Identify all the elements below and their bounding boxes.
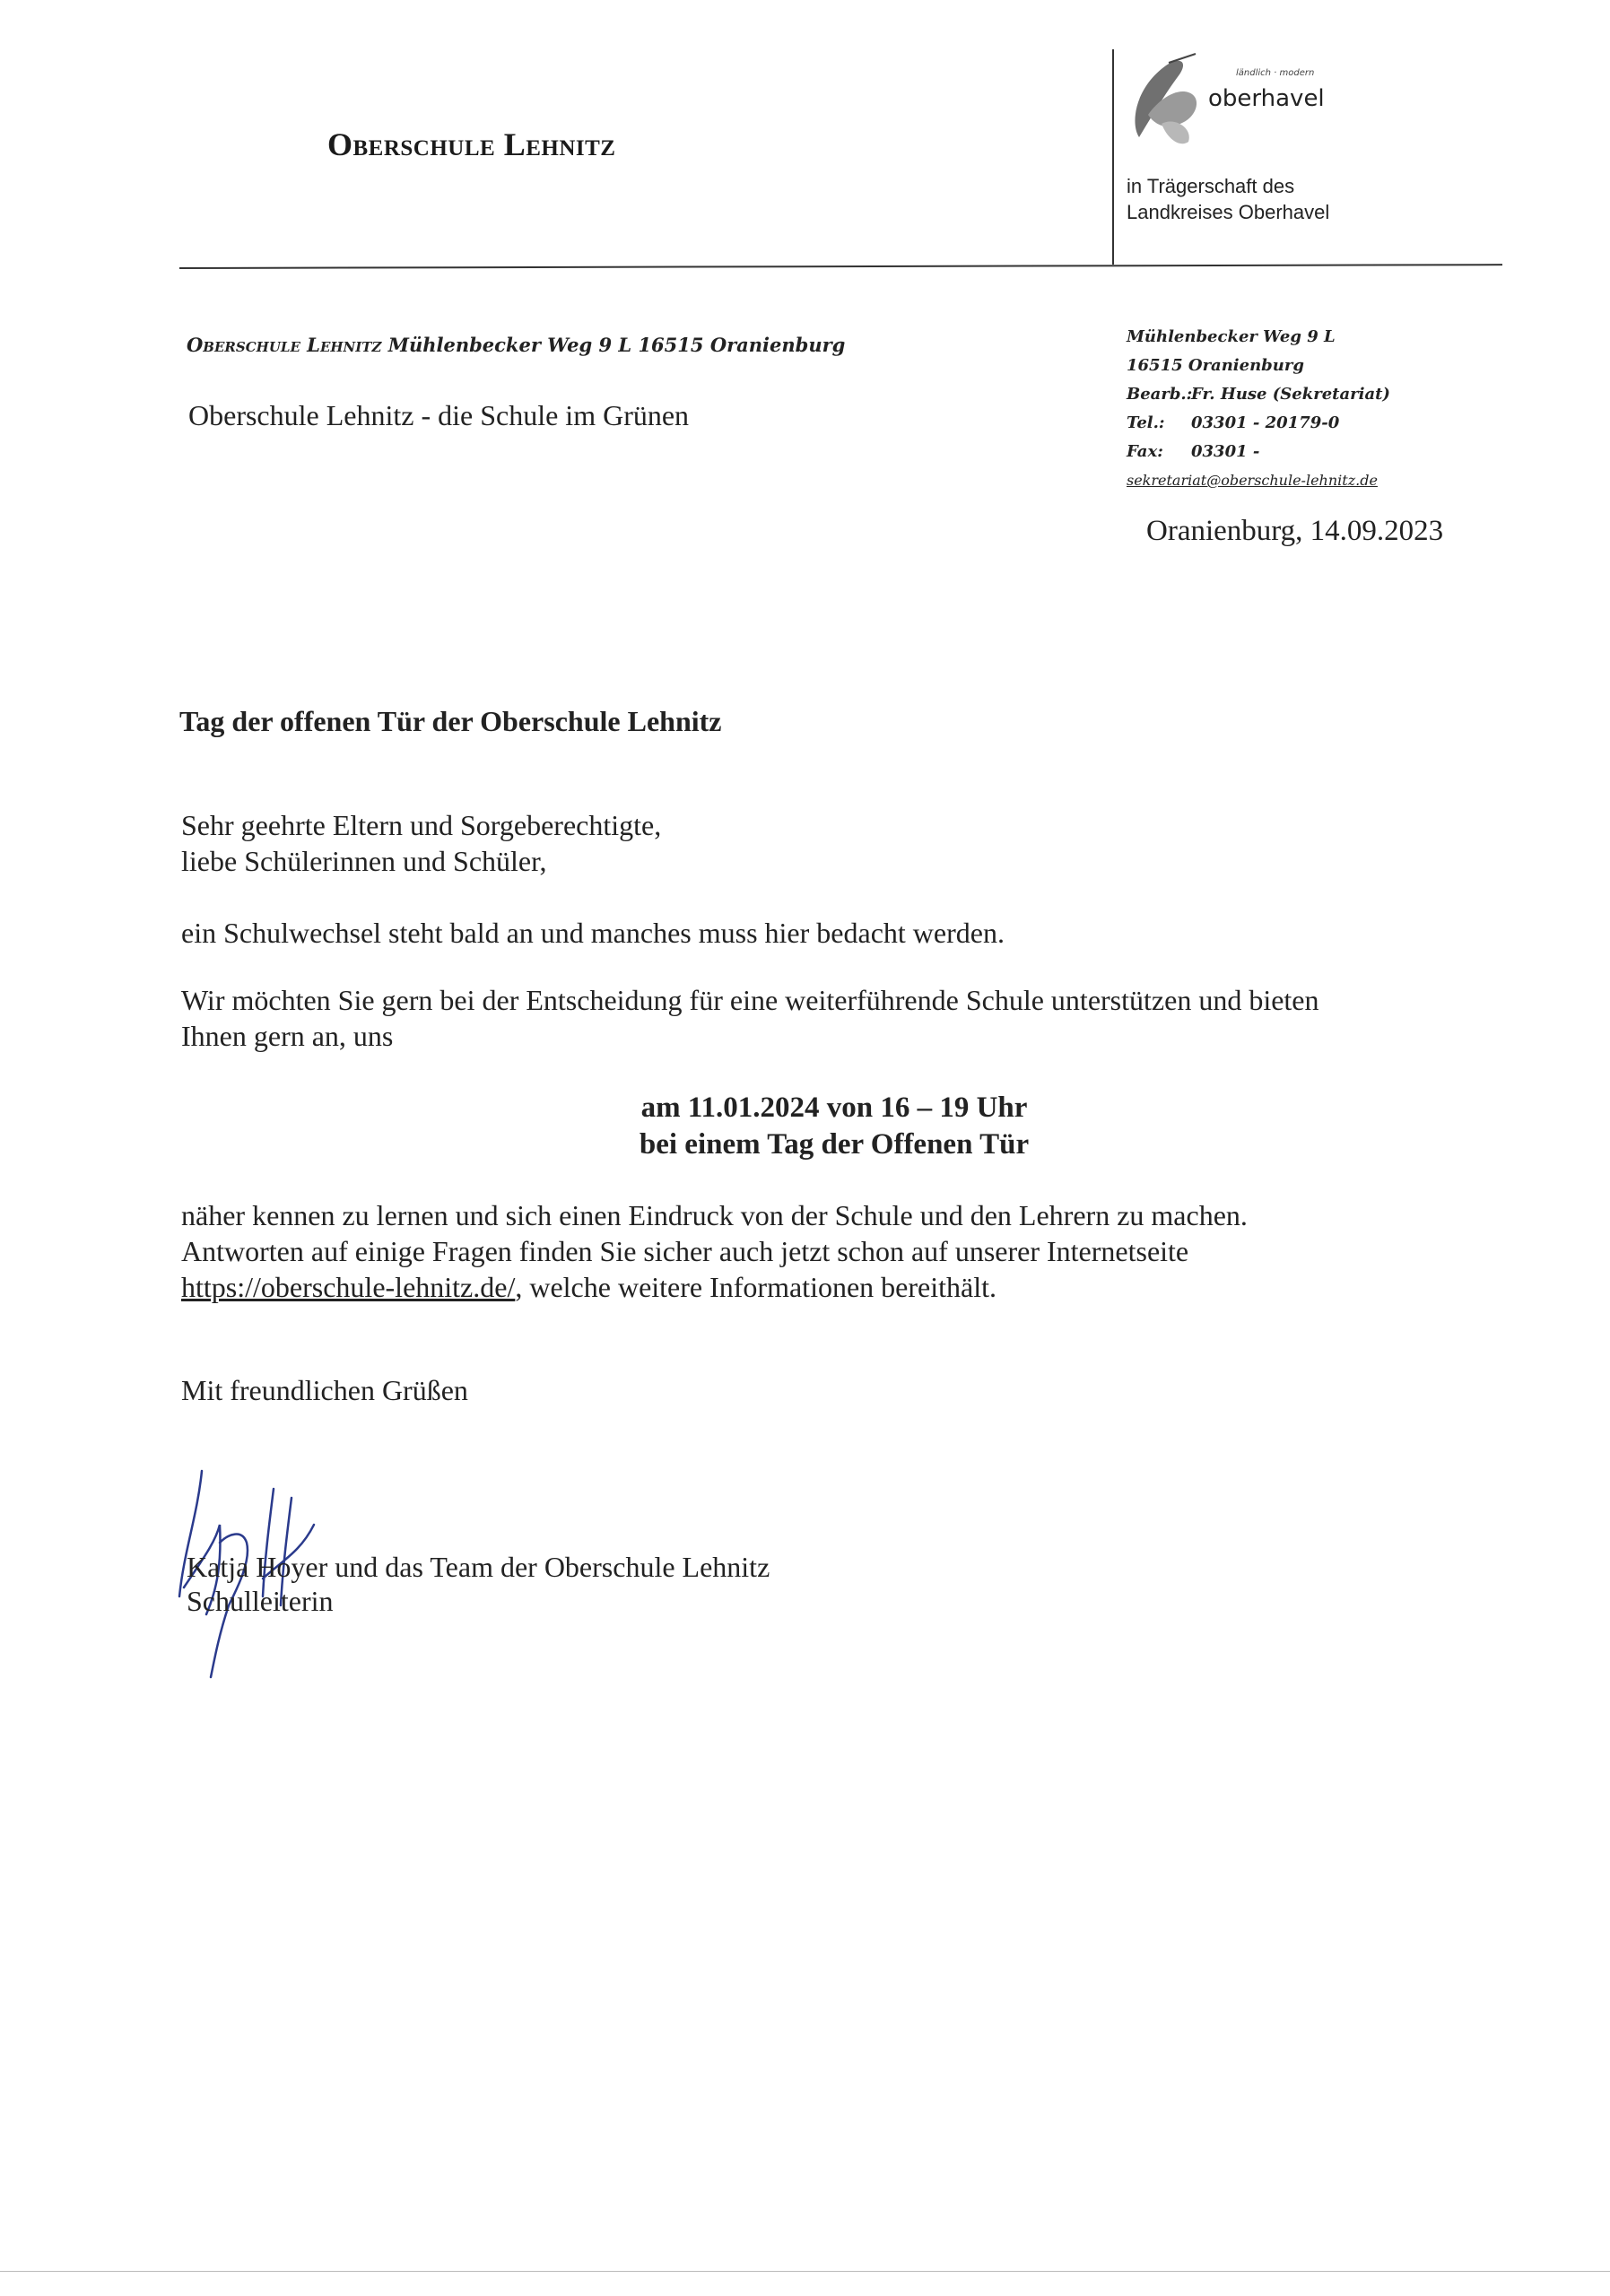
- sender-name: Oberschule Lehnitz: [187, 334, 382, 356]
- signatory-line: Katja Hoyer und das Team der Oberschule Lehnitz: [187, 1551, 770, 1583]
- paragraph-3-line2: Antworten auf einige Fragen finden Sie sicher auch jetzt schon auf unserer Internetseite: [181, 1235, 1189, 1267]
- paragraph-2-line1: Wir möchten Sie gern bei der Entscheidung für eine weiterführende Schule unterstützen und bieten: [181, 984, 1319, 1016]
- paragraph-3-line3-rest: , welche weitere Informationen bereithält.: [515, 1271, 996, 1303]
- contact-fax: [1127, 438, 1390, 466]
- traegerschaft-note: [1127, 173, 1329, 225]
- paragraph-1: ein Schulwechsel steht bald an und manches muss hier bedacht werden.: [181, 917, 1005, 949]
- contact-fax-label: Fax:: [1127, 442, 1163, 461]
- school-motto: Oberschule Lehnitz - die Schule im Grünen: [188, 399, 690, 431]
- paragraph-3: [181, 1197, 1248, 1305]
- signature-block: [187, 1550, 770, 1618]
- event-title: bei einem Tag der Offenen Tür: [639, 1128, 1030, 1161]
- paragraph-2: [181, 982, 1319, 1054]
- contact-tel-label: Tel.:: [1127, 413, 1165, 432]
- contact-block: [1127, 323, 1390, 495]
- closing: Mit freundlichen Grüßen: [181, 1374, 468, 1406]
- event-announcement: [0, 1090, 1610, 1163]
- paragraph-2-line2: Ihnen gern an, uns: [181, 1020, 394, 1052]
- paragraph-3-line3: [181, 1269, 1248, 1305]
- signatory-role: Schulleiterin: [187, 1585, 334, 1617]
- contact-tel-value: 03301 - 20179-0: [1191, 413, 1340, 432]
- sender-address: Mühlenbecker Weg 9 L 16515 Oranienburg: [381, 334, 846, 356]
- salutation-line2: liebe Schülerinnen und Schüler,: [181, 845, 547, 877]
- letterhead-horizontal-divider: [179, 264, 1502, 269]
- paragraph-3-line1: näher kennen zu lernen und sich einen Eindruck von der Schule und den Lehrern zu machen.: [181, 1199, 1248, 1231]
- traegerschaft-line1: in Trägerschaft des: [1127, 175, 1295, 197]
- contact-bearb-label: Bearb.:: [1127, 385, 1193, 404]
- school-name-heading: Oberschule Lehnitz: [327, 126, 616, 162]
- oberhavel-logo-icon: [1126, 52, 1211, 151]
- letterhead-vertical-divider: [1112, 49, 1114, 265]
- contact-fax-value: 03301 -: [1191, 442, 1260, 461]
- logo-wordmark: oberhavel: [1208, 85, 1325, 112]
- logo-tagline: ländlich · modern: [1236, 68, 1315, 78]
- oberhavel-logo: [1126, 52, 1211, 154]
- contact-city: 16515 Oranienburg: [1127, 356, 1304, 375]
- salutation-line1: Sehr geehrte Eltern und Sorgeberechtigte,: [181, 809, 662, 841]
- contact-email-link[interactable]: sekretariat@oberschule-lehnitz.de: [1127, 472, 1378, 489]
- event-date-time: am 11.01.2024 von 16 – 19 Uhr: [640, 1091, 1028, 1124]
- sender-address-line: [187, 334, 845, 356]
- contact-tel: [1127, 409, 1390, 438]
- contact-street: Mühlenbecker Weg 9 L: [1127, 327, 1336, 346]
- salutation: [181, 807, 661, 879]
- letter-date: Oranienburg, 14.09.2023: [1146, 515, 1444, 547]
- contact-bearb-value: Fr. Huse (Sekretariat): [1191, 385, 1390, 404]
- page-bottom-edge: [0, 2271, 1610, 2272]
- letter-subject: Tag der offenen Tür der Oberschule Lehnitz: [179, 705, 722, 737]
- traegerschaft-line2: Landkreises Oberhavel: [1127, 201, 1330, 223]
- contact-bearb: [1127, 380, 1390, 409]
- website-link[interactable]: https://oberschule-lehnitz.de/: [181, 1271, 516, 1303]
